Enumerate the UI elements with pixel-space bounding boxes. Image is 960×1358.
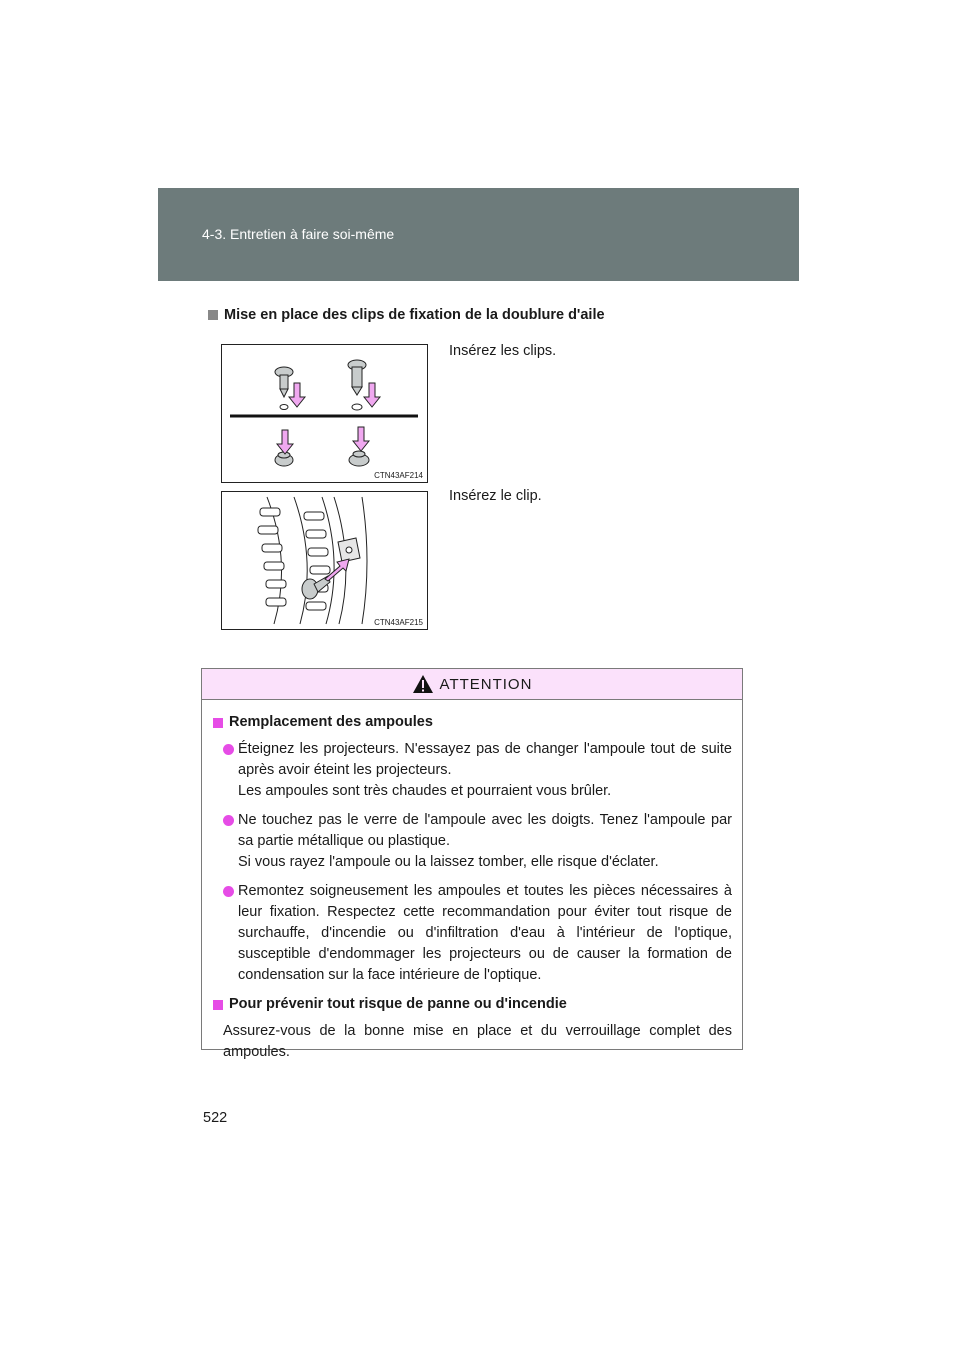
bullet-dot-icon (223, 744, 234, 755)
clips-illustration (222, 345, 427, 482)
section-title (208, 307, 605, 323)
square-bullet-icon (213, 1000, 223, 1010)
header-band (158, 188, 799, 281)
warning-triangle-icon (412, 674, 434, 694)
bullet-dot-icon (223, 815, 234, 826)
square-bullet-icon (208, 310, 218, 320)
figure-fender-clip (221, 491, 428, 630)
page-number: 522 (203, 1110, 228, 1126)
figure-code: CTN43AF214 (374, 471, 423, 480)
attention-paragraph: Assurez-vous de la bonne mise en place et du verrouillage complet des ampoules. (223, 1023, 732, 1060)
section-header: 4-3. Entretien à faire soi-même (202, 226, 395, 242)
fender-clip-illustration (222, 492, 427, 629)
attention-bullet: Éteignez les projecteurs. N'essayez pas de changer l'ampoule tout de suite après avoir éteint les projecteurs. Les ampoules sont très chaudes et pourraient vous brûler. (213, 739, 732, 802)
attention-bullet: Remontez soigneusement les ampoules et toutes les pièces nécessaires à leur fixation. Respectez cette recommandation pour éviter tout risque de surchauffe, d'incendie ou d'infiltration d'eau à l'intérieur de l'optique, susceptible d'endommager les projecteurs ou de causer la formation de condensation sur la face intérieure de l'optique. (213, 881, 732, 986)
figure-caption: Insérez les clips. (449, 343, 557, 359)
attention-box (201, 668, 743, 1060)
attention-body (202, 700, 742, 1063)
attention-header (202, 669, 742, 700)
figure-clips (221, 344, 428, 483)
figure-code: CTN43AF215 (374, 618, 423, 627)
attention-section-title: Pour prévenir tout risque de panne ou d'incendie (213, 994, 732, 1015)
bullet-dot-icon (223, 886, 234, 897)
figure-caption: Insérez le clip. (449, 488, 542, 504)
attention-bullet: Ne touchez pas le verre de l'ampoule avec les doigts. Tenez l'ampoule par sa partie métallique ou plastique. Si vous rayez l'ampoule ou la laissez tomber, elle risque d'éclater. (213, 810, 732, 873)
square-bullet-icon (213, 718, 223, 728)
section-title-text: Mise en place des clips de fixation de la doublure d'aile (224, 307, 605, 323)
attention-section-title: Remplacement des ampoules (213, 712, 732, 733)
attention-heading: ATTENTION (439, 675, 533, 693)
